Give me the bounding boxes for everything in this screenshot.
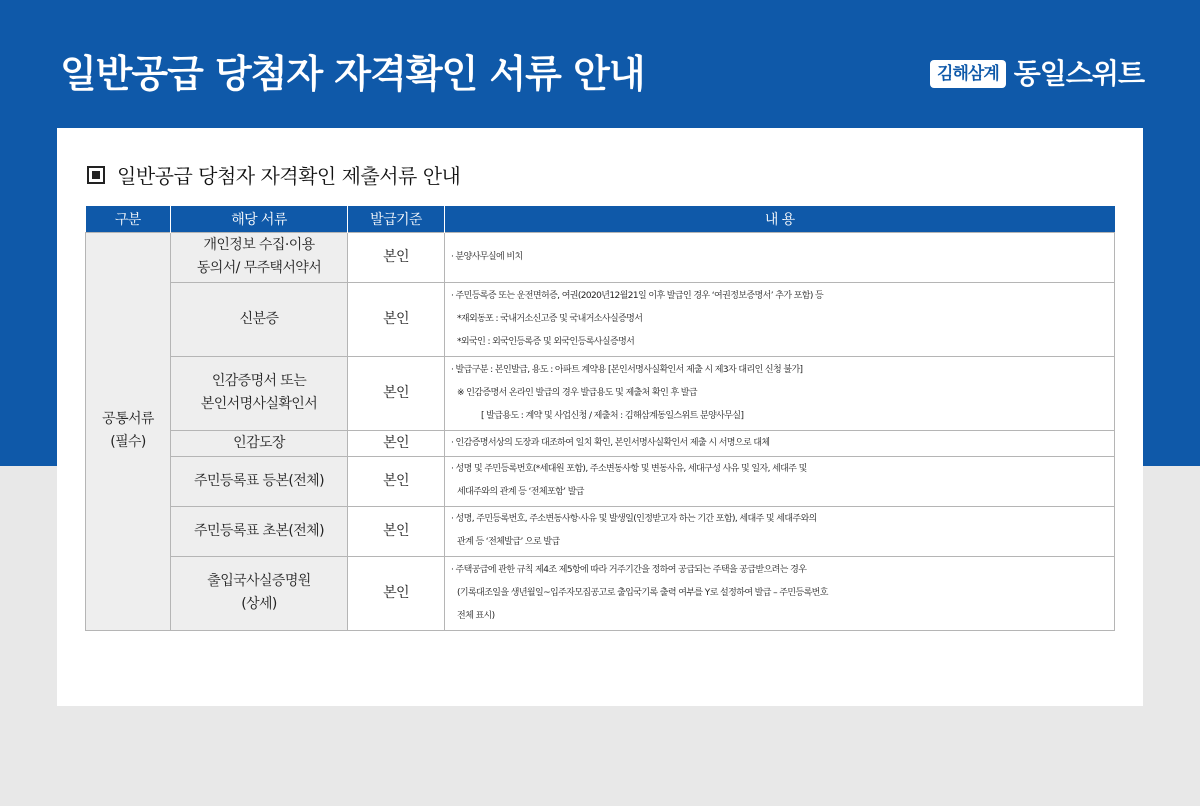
square-bullet-icon — [87, 166, 105, 184]
section-title: 일반공급 당첨자 자격확인 제출서류 안내 — [117, 164, 461, 188]
content-card — [57, 128, 1143, 706]
table-row — [86, 506, 1115, 556]
content-cell — [445, 506, 1115, 556]
content-cell — [445, 556, 1115, 630]
content-line: *외국인 : 외국인등록증 및 외국인등록사실증명서 — [457, 336, 635, 347]
document-name: 주민등록표 등본(전체) — [194, 472, 324, 489]
basis-cell: 본인 — [348, 456, 445, 506]
category-cell — [86, 232, 171, 630]
content-line: 관계 등 ‘전체발급’ 으로 발급 — [457, 537, 560, 547]
brand-badge: 김해삼계 — [930, 60, 1006, 88]
content-line: · 주민등록증 또는 운전면허증, 여권(2020년12월21일 이후 발급인 경우 ‘여권정보증명서’ 추가 포함) 등 — [451, 290, 824, 301]
basis-cell: 본인 — [348, 430, 445, 456]
document-cell — [171, 556, 348, 630]
brand-logo — [930, 58, 1144, 90]
table-row — [86, 356, 1115, 430]
page-title: 일반공급 당첨자 자격확인 서류 안내 — [60, 52, 645, 96]
content-line: · 인감증명서상의 도장과 대조하여 일치 확인, 본인서명사실확인서 제출 시 서명으로 대체 — [451, 437, 770, 448]
content-cell — [445, 356, 1115, 430]
document-name: 개인정보 수집·이용 — [203, 237, 315, 253]
content-cell — [445, 282, 1115, 356]
content-cell — [445, 232, 1115, 282]
content-line: ※ 인감증명서 온라인 발급의 경우 발급용도 및 제출처 확인 후 발급 — [457, 387, 697, 398]
category-label: 공통서류 — [102, 411, 154, 427]
basis-cell: 본인 — [348, 232, 445, 282]
document-name: 출입국사실증명원 — [207, 573, 311, 589]
document-name: 본인서명사실확인서 — [200, 396, 318, 412]
table-row — [86, 456, 1115, 506]
section-heading — [87, 160, 460, 189]
content-line: *재외동포 : 국내거소신고증 및 국내거소사실증명서 — [457, 313, 643, 324]
document-cell — [171, 356, 348, 430]
document-cell — [171, 430, 348, 456]
document-name: 주민등록표 초본(전체) — [194, 522, 324, 539]
header-content: 내 용 — [445, 206, 1115, 232]
content-line: · 성명 및 주민등록번호(*세대원 포함), 주소변동사항 및 변동사유, 세대구성 사유 및 일자, 세대주 및 — [451, 464, 807, 474]
document-cell — [171, 232, 348, 282]
document-name: 인감증명서 또는 — [211, 373, 307, 389]
basis-cell: 본인 — [348, 282, 445, 356]
content-line: [ 발급용도 : 계약 및 사업신청 / 제출처 : 김해삼계동일스위트 분양사무실] — [481, 410, 744, 421]
document-name: 신분증 — [239, 310, 279, 327]
table-row — [86, 556, 1115, 630]
documents-table — [85, 206, 1115, 631]
document-cell — [171, 282, 348, 356]
brand-name: 동일스위트 — [1013, 57, 1144, 90]
category-sublabel: (필수) — [110, 434, 146, 450]
basis-cell: 본인 — [348, 556, 445, 630]
content-line: · 분양사무실에 비치 — [451, 251, 523, 262]
table-row — [86, 282, 1115, 356]
document-name: (상세) — [241, 596, 277, 612]
document-name: 동의서/ 무주택서약서 — [196, 260, 322, 276]
document-name: 인감도장 — [233, 434, 285, 451]
header-category: 구분 — [86, 206, 171, 232]
content-cell — [445, 430, 1115, 456]
table-header-row — [86, 206, 1115, 232]
content-line: · 발급구분 : 본인발급, 용도 : 아파트 계약용 [본인서명사실확인서 제출 시 제3자 대리인 신청 불가] — [451, 364, 803, 375]
basis-cell: 본인 — [348, 506, 445, 556]
content-line: (기록대조일을 생년월일~입주자모집공고로 출입국기록 출력 여부를 Y로 설정하여 발급 – 주민등록번호 — [457, 587, 828, 598]
document-cell — [171, 456, 348, 506]
document-cell — [171, 506, 348, 556]
table-row — [86, 232, 1115, 282]
content-line: · 성명, 주민등록번호, 주소변동사항·사유 및 발생일(인정받고자 하는 기간 포함), 세대주 및 세대주와의 — [451, 514, 817, 524]
content-line: 세대주와의 관계 등 ‘전체포함’ 발급 — [457, 487, 584, 497]
table-row — [86, 430, 1115, 456]
basis-cell: 본인 — [348, 356, 445, 430]
content-cell — [445, 456, 1115, 506]
content-line: 전체 표시) — [457, 610, 495, 621]
content-line: · 주택공급에 관한 규칙 제4조 제5항에 따라 거주기간을 정하여 공급되는 주택을 공급받으려는 경우 — [451, 564, 807, 575]
header-basis: 발급기준 — [348, 206, 445, 232]
header-document: 해당 서류 — [171, 206, 348, 232]
